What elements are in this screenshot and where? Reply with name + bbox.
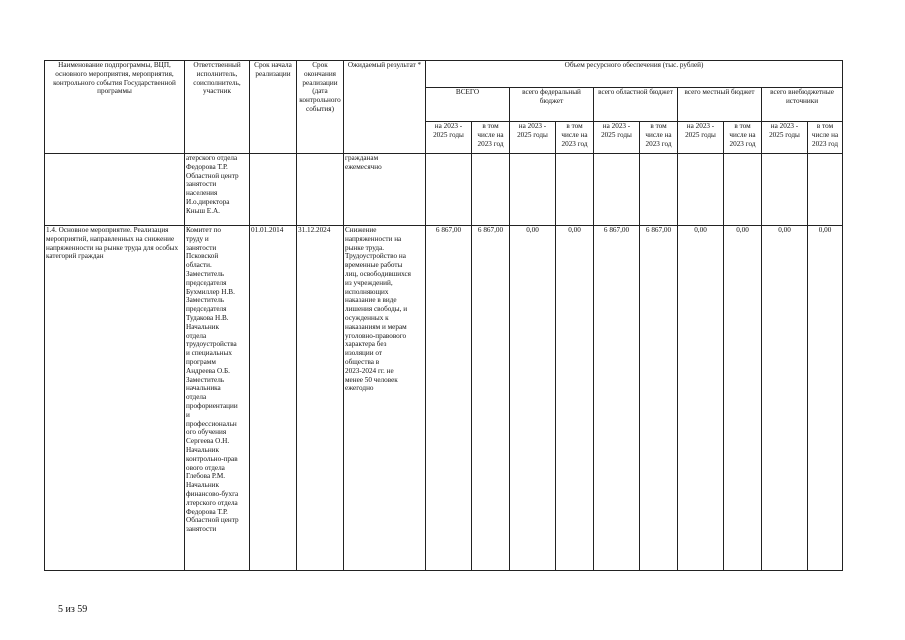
executor-line: труду и bbox=[186, 234, 209, 243]
value-cell: 0,00 bbox=[808, 226, 843, 571]
result-line: наказаниям и мерам bbox=[345, 322, 407, 331]
executor-line: и специальных bbox=[186, 349, 232, 358]
executor-line: председателя bbox=[186, 305, 227, 314]
sub-year: в том числе на 2023 год bbox=[808, 122, 843, 154]
sub-total-period: на 2023 - 2025 годы bbox=[594, 122, 640, 154]
result-line: характера без bbox=[345, 340, 387, 349]
value-cell: 6 867,00 bbox=[426, 226, 472, 571]
sub-total-period: на 2023 - 2025 годы bbox=[510, 122, 556, 154]
group-federal: всего федеральный бюджет bbox=[510, 88, 594, 122]
sub-total-period: на 2023 - 2025 годы bbox=[426, 122, 472, 154]
executor-line: Андреева О.Б. bbox=[186, 366, 230, 375]
executor-line: Федорова Т.Р. bbox=[186, 162, 228, 171]
result-line: ежегодно bbox=[345, 384, 374, 393]
value-cell: 6 867,00 bbox=[594, 226, 640, 571]
executor-line: занятости bbox=[186, 180, 217, 189]
value-cell bbox=[556, 154, 594, 226]
resource-table bbox=[44, 60, 843, 571]
sub-year: в том числе на 2023 год bbox=[556, 122, 594, 154]
result-line: менее 50 человек bbox=[345, 375, 398, 384]
executor-line: Псковской bbox=[186, 252, 219, 261]
value-cell: 0,00 bbox=[510, 226, 556, 571]
value-cell: 0,00 bbox=[556, 226, 594, 571]
executor-line: Заместитель bbox=[186, 375, 225, 384]
header-executor: Ответственный исполнитель, соисполнитель, участник bbox=[185, 61, 250, 154]
header-name: Наименование подпрограммы, ВЦП, основного мероприятия, мероприятия, контрольного события Государственной программы bbox=[45, 61, 185, 154]
executor-line: занятости bbox=[186, 525, 217, 534]
row-b-start: 01.01.2014 bbox=[250, 226, 297, 571]
row-a-start bbox=[250, 154, 297, 226]
result-line: изоляции от bbox=[345, 349, 383, 358]
row-a-result bbox=[344, 154, 426, 226]
row-a-name bbox=[45, 154, 185, 226]
row-a-end bbox=[297, 154, 344, 226]
result-line: общества в bbox=[345, 357, 380, 366]
result-line: уголовно-правового bbox=[345, 331, 407, 340]
result-line: наказание в виде bbox=[345, 296, 397, 305]
executor-line: Федорова Т.Р. bbox=[186, 507, 228, 516]
group-regional: всего областной бюджет bbox=[594, 88, 678, 122]
executor-line: профессиональн bbox=[186, 419, 237, 428]
result-line: временные работы bbox=[345, 261, 403, 270]
executor-line: атерского отдела bbox=[186, 154, 238, 162]
executor-line: занятости bbox=[186, 243, 217, 252]
result-line: ежемесячно bbox=[345, 162, 382, 171]
result-line: осужденных к bbox=[345, 313, 389, 322]
group-extra: всего внебюджетные источники bbox=[762, 88, 843, 122]
executor-line: трудоустройства bbox=[186, 340, 237, 349]
result-line: из учреждений, bbox=[345, 278, 393, 287]
executor-line: отдела bbox=[186, 393, 207, 402]
result-line: рынке труда. bbox=[345, 243, 385, 252]
sub-year: в том числе на 2023 год bbox=[724, 122, 762, 154]
sub-year: в том числе на 2023 год bbox=[640, 122, 678, 154]
executor-line: лтерского отдела bbox=[186, 498, 238, 507]
result-line: гражданам bbox=[345, 154, 379, 162]
value-cell bbox=[808, 154, 843, 226]
value-cell bbox=[640, 154, 678, 226]
executor-line: Глебова Р.М. bbox=[186, 472, 226, 481]
group-local: всего местный бюджет bbox=[678, 88, 762, 122]
result-line: Снижение bbox=[345, 226, 377, 234]
executor-line: программ bbox=[186, 357, 216, 366]
table-row bbox=[45, 226, 843, 571]
executor-line: Кныш Е.А. bbox=[186, 206, 220, 215]
executor-line: председателя bbox=[186, 278, 227, 287]
executor-line: Бухмиллер Н.В. bbox=[186, 287, 235, 296]
executor-line: ого обучения bbox=[186, 428, 227, 437]
executor-line: ового отдела bbox=[186, 463, 225, 472]
header-resource: Объем ресурсного обеспечения (тыс. рублей) bbox=[426, 61, 843, 88]
value-cell bbox=[678, 154, 724, 226]
value-cell bbox=[426, 154, 472, 226]
executor-line: Областной центр bbox=[186, 516, 239, 525]
value-cell bbox=[594, 154, 640, 226]
executor-line: И.о.директора bbox=[186, 197, 230, 206]
sub-total-period: на 2023 - 2025 годы bbox=[678, 122, 724, 154]
executor-line: Тудакова Н.В. bbox=[186, 313, 229, 322]
executor-line: финансово-бухга bbox=[186, 489, 239, 498]
table-row bbox=[45, 154, 843, 226]
sub-year: в том числе на 2023 год bbox=[472, 122, 510, 154]
value-cell: 6 867,00 bbox=[640, 226, 678, 571]
page-number: 5 из 59 bbox=[58, 604, 88, 615]
result-line: исполняющих bbox=[345, 287, 389, 296]
executor-line: контрольно-прав bbox=[186, 454, 238, 463]
header-start: Срок начала реализации bbox=[250, 61, 297, 154]
executor-line: Начальник bbox=[186, 481, 220, 490]
executor-line: области. bbox=[186, 261, 212, 270]
value-cell bbox=[472, 154, 510, 226]
sub-total-period: на 2023 - 2025 годы bbox=[762, 122, 808, 154]
executor-line: Областной центр bbox=[186, 171, 239, 180]
value-cell: 6 867,00 bbox=[472, 226, 510, 571]
value-cell bbox=[724, 154, 762, 226]
row-b-name: 1.4. Основное мероприятие. Реализация мероприятий, направленных на снижение напряженности на рынке труда для особых категорий граждан bbox=[45, 226, 185, 571]
executor-line: Начальник bbox=[186, 445, 220, 454]
executor-line: и bbox=[186, 410, 190, 419]
result-line: лишения свободы, и bbox=[345, 305, 408, 314]
value-cell: 0,00 bbox=[762, 226, 808, 571]
executor-line: Заместитель bbox=[186, 296, 225, 305]
executor-line: профориентации bbox=[186, 401, 238, 410]
result-line: напряженности на bbox=[345, 234, 402, 243]
executor-line: Заместитель bbox=[186, 269, 225, 278]
value-cell bbox=[510, 154, 556, 226]
row-b-executor bbox=[185, 226, 250, 571]
header-result: Ожидаемый результат * bbox=[344, 61, 426, 154]
executor-line: Начальник bbox=[186, 322, 220, 331]
value-cell: 0,00 bbox=[724, 226, 762, 571]
executor-line: Сергеева О.Н. bbox=[186, 437, 230, 446]
value-cell bbox=[762, 154, 808, 226]
executor-line: населения bbox=[186, 189, 218, 198]
header-end: Срок окончания реализации (дата контрольного события) bbox=[297, 61, 344, 154]
executor-line: отдела bbox=[186, 331, 207, 340]
group-total: ВСЕГО bbox=[426, 88, 510, 122]
row-b-result bbox=[344, 226, 426, 571]
value-cell: 0,00 bbox=[678, 226, 724, 571]
result-line: Трудоустройство на bbox=[345, 252, 406, 261]
row-a-executor bbox=[185, 154, 250, 226]
result-line: 2023-2024 гг. не bbox=[345, 366, 394, 375]
executor-line: начальника bbox=[186, 384, 221, 393]
result-line: лиц, освободившихся bbox=[345, 269, 411, 278]
executor-line: Комитет по bbox=[186, 226, 221, 234]
row-b-end: 31.12.2024 bbox=[297, 226, 344, 571]
